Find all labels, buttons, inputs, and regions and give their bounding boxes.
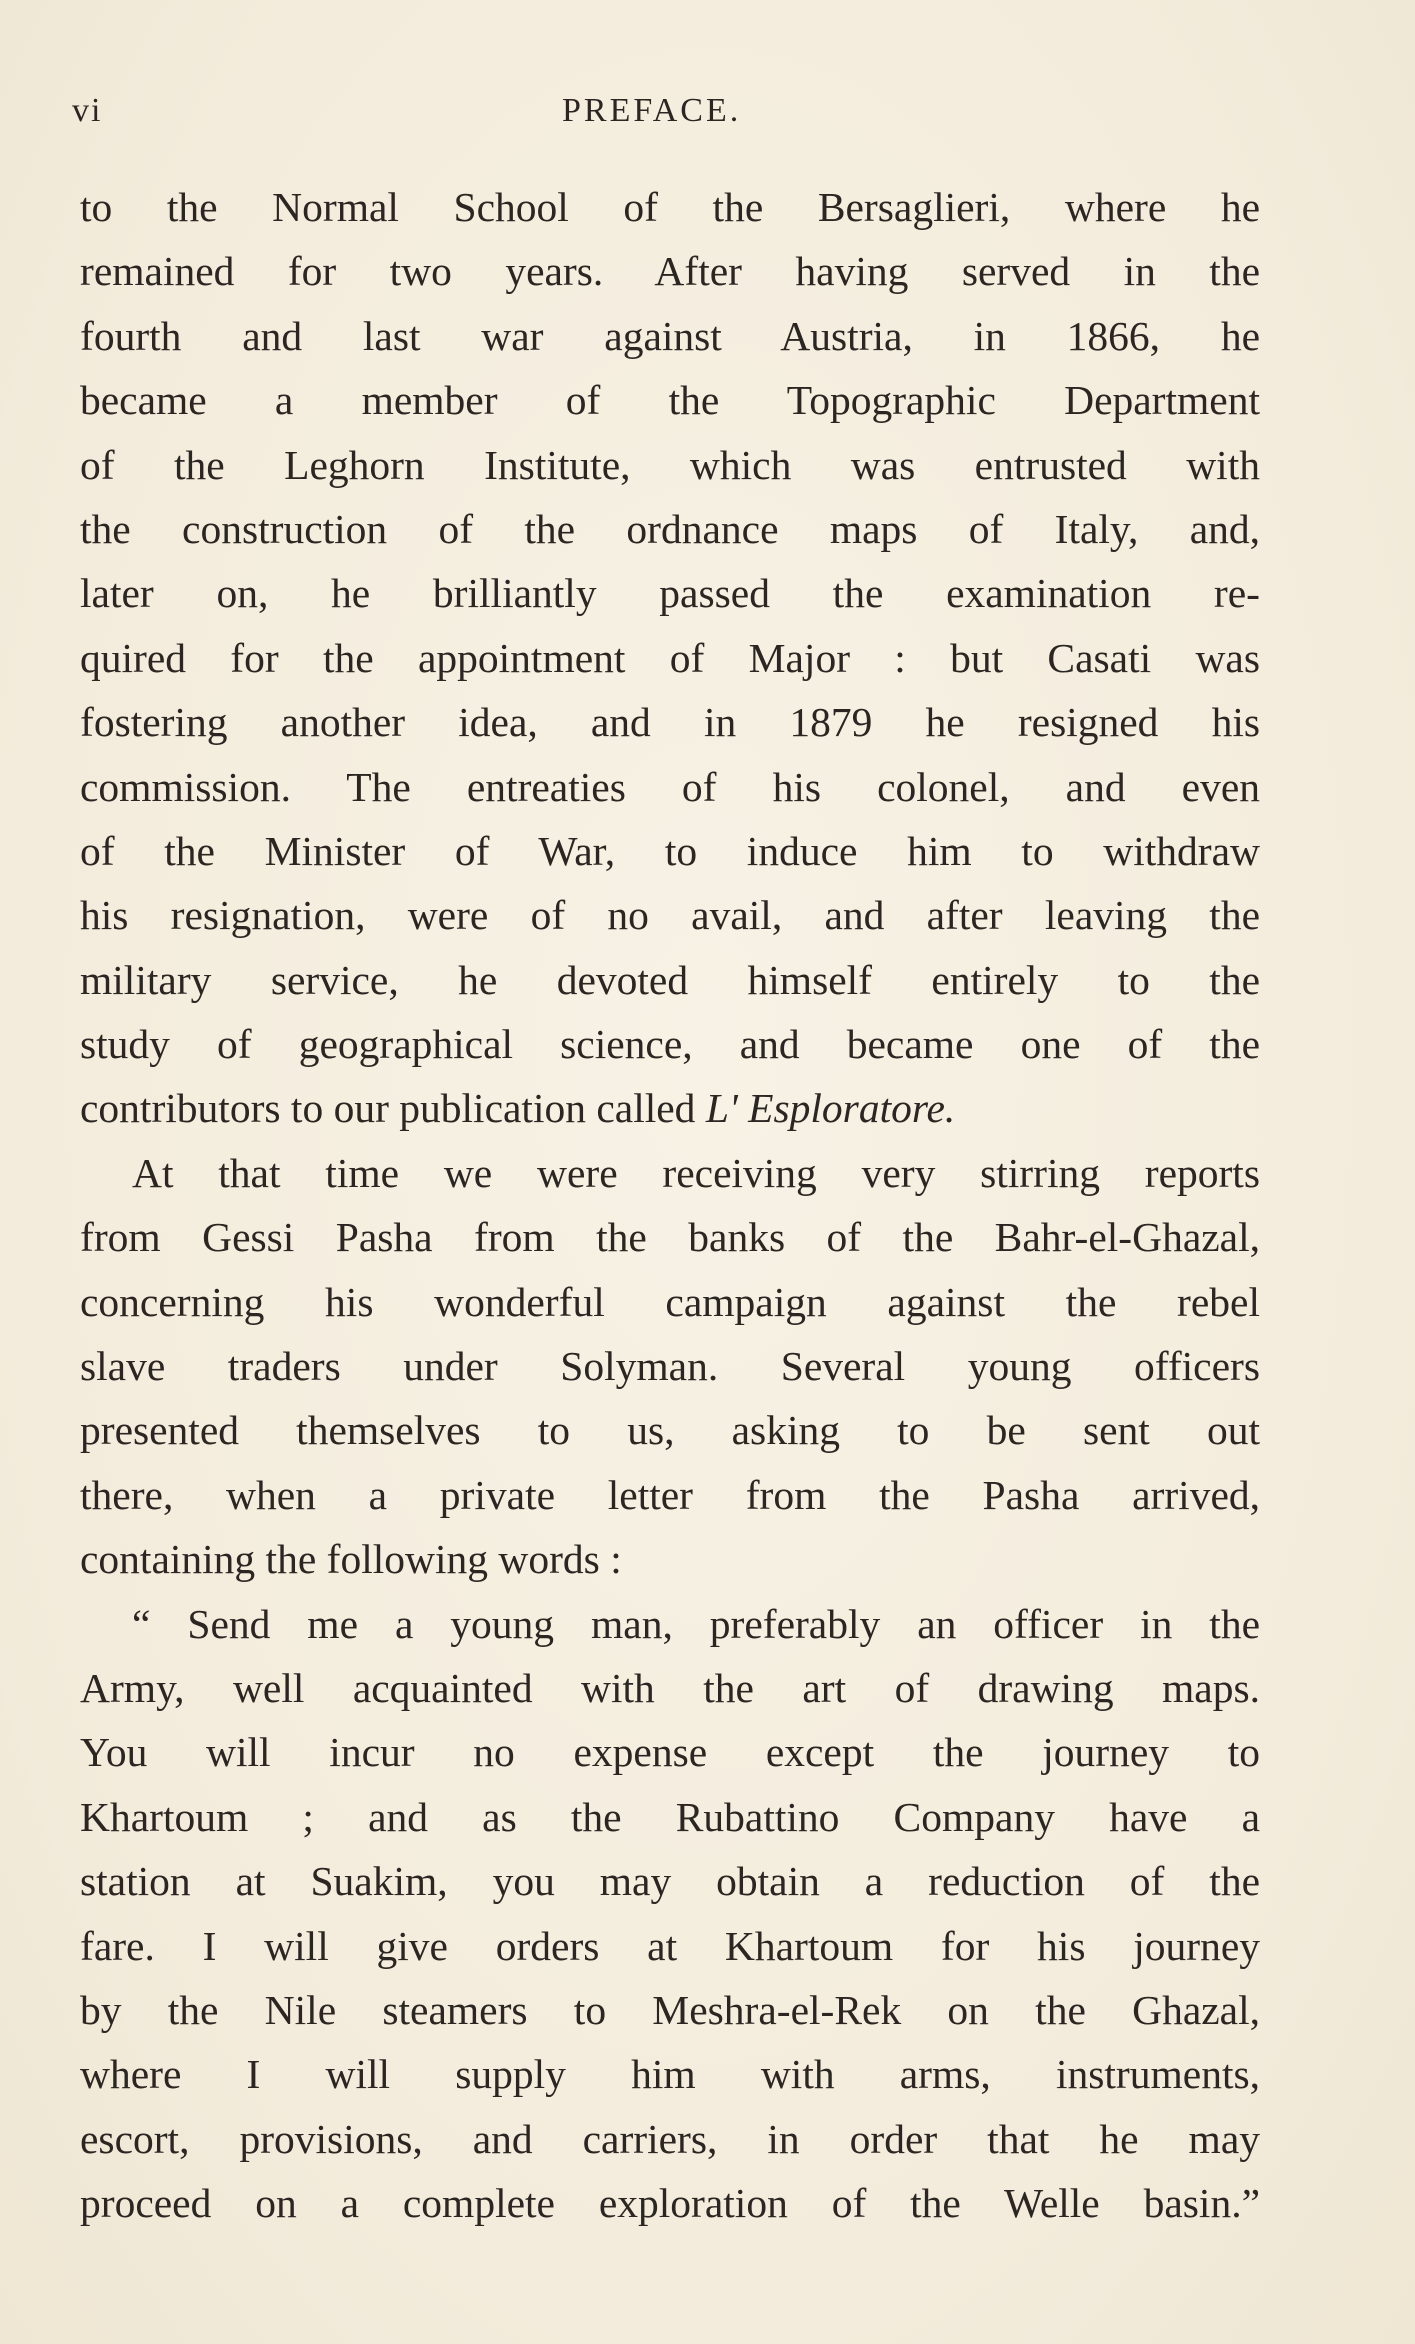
text-line: the construction of the ordnance maps of Italy, and,: [80, 505, 1260, 552]
paragraph-1: [80, 175, 1260, 1141]
running-title: PREFACE.: [562, 92, 742, 129]
text-line: where I will supply him with arms, instruments,: [80, 2051, 1260, 2098]
text-line: Army, well acquainted with the art of drawing maps.: [80, 1664, 1260, 1711]
page-number: vi: [72, 92, 103, 129]
paragraph-3-quotation: [80, 1592, 1260, 2236]
text-line: quired for the appointment of Major : but Casati was: [80, 634, 1260, 681]
text-line: later on, he brilliantly passed the examination re-: [80, 570, 1260, 617]
text-line: remained for two years. After having served in the: [80, 248, 1260, 295]
paragraph-2: [80, 1141, 1260, 1592]
journal-title: L' Esploratore.: [705, 1085, 956, 1132]
text-line: commission. The entreaties of his colonel, and even: [80, 763, 1260, 810]
text-line: [80, 1076, 1260, 1140]
text-line: station at Suakim, you may obtain a reduction of the: [80, 1858, 1260, 1905]
text-line: of the Minister of War, to induce him to withdraw: [80, 827, 1260, 874]
text-line: his resignation, were of no avail, and after leaving the: [80, 892, 1260, 939]
text-line: became a member of the Topographic Department: [80, 377, 1260, 424]
text-line: At that time we were receiving very stirring reports: [132, 1149, 1260, 1196]
text-line: from Gessi Pasha from the banks of the Bahr-el-Ghazal,: [80, 1214, 1260, 1261]
running-head: [72, 92, 1272, 138]
text-line: “ Send me a young man, preferably an officer in the: [132, 1600, 1260, 1647]
text-line: there, when a private letter from the Pasha arrived,: [80, 1471, 1260, 1518]
text-run: contributors to our publication called: [80, 1085, 696, 1132]
text-line: presented themselves to us, asking to be sent out: [80, 1407, 1260, 1454]
text-line: You will incur no expense except the journey to: [80, 1729, 1260, 1776]
text-line: escort, provisions, and carriers, in order that he may: [80, 2115, 1260, 2162]
text-line: Khartoum ; and as the Rubattino Company have a: [80, 1793, 1260, 1840]
text-line: concerning his wonderful campaign against the rebel: [80, 1278, 1260, 1325]
text-line: containing the following words :: [80, 1536, 622, 1583]
text-line: to the Normal School of the Bersaglieri, where he: [80, 184, 1260, 230]
text-line: fostering another idea, and in 1879 he resigned his: [80, 699, 1260, 746]
text-line: military service, he devoted himself entirely to the: [80, 956, 1260, 1003]
text-line: by the Nile steamers to Meshra-el-Rek on the Ghazal,: [80, 1986, 1260, 2033]
text-line: study of geographical science, and became one of the: [80, 1021, 1260, 1068]
text-line: of the Leghorn Institute, which was entrusted with: [80, 441, 1260, 488]
text-line: proceed on a complete exploration of the Welle basin.”: [80, 2180, 1260, 2227]
text-line: fare. I will give orders at Khartoum for his journey: [80, 1922, 1260, 1969]
body-text: [80, 175, 1260, 2236]
text-line: fourth and last war against Austria, in 1866, he: [80, 312, 1260, 359]
text-line: slave traders under Solyman. Several young officers: [80, 1343, 1260, 1390]
